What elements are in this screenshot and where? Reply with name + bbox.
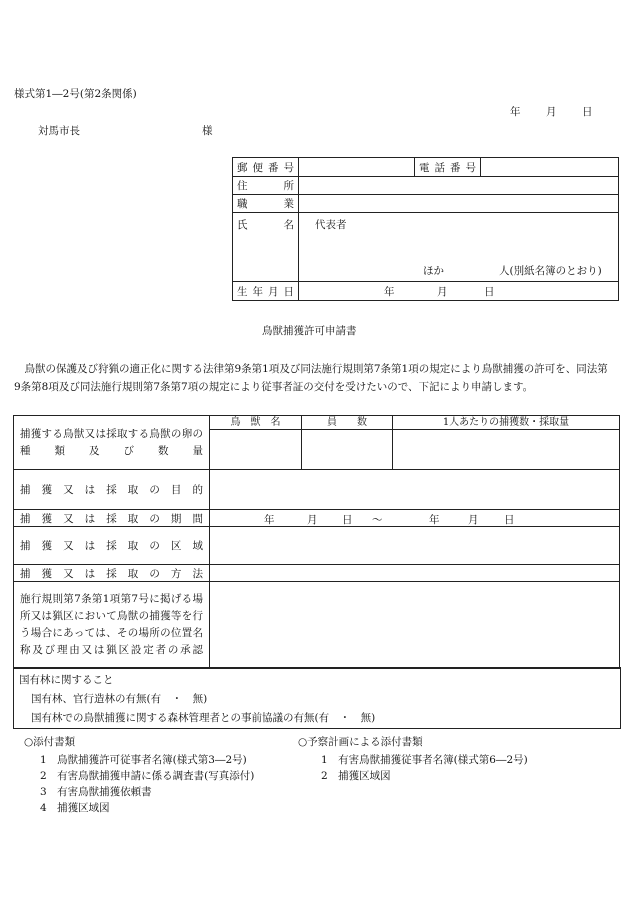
birthdate-label: 生年月日 bbox=[237, 285, 294, 298]
birthdate-field[interactable] bbox=[299, 282, 619, 301]
count-col-header: 員 数 bbox=[302, 416, 393, 430]
national-forest-heading: 国有林に関すること bbox=[19, 674, 114, 686]
national-forest-line1: 国有林、官行造林の有無(有 ・ 無) bbox=[31, 693, 208, 705]
national-forest-box bbox=[13, 667, 621, 729]
purpose-label: 捕獲又は採取の目的 bbox=[20, 484, 203, 496]
per-person-field[interactable] bbox=[393, 430, 620, 470]
birth-day: 日 bbox=[484, 286, 495, 298]
date-year: 年 bbox=[510, 106, 521, 118]
period-start-day: 日 bbox=[342, 514, 353, 526]
period-start-year: 年 bbox=[264, 514, 275, 526]
date-month: 月 bbox=[546, 106, 557, 118]
name-label: 氏 名 bbox=[237, 219, 294, 231]
national-forest-line2: 国有林での鳥獣捕獲に関する森林管理者との事前協議の有無(有 ・ 無) bbox=[31, 712, 376, 724]
period-label: 捕獲又は採取の期間 bbox=[20, 512, 203, 525]
rule-label: 施行規則第7条第1項第7号に掲げる場所又は猟区において鳥獣の捕獲等を行う場合にあっては、その場所の位置名称及び理由又は猟区設定者の承認 bbox=[20, 593, 203, 656]
applicant-table bbox=[232, 157, 619, 301]
forecast-attachment-item: 2 捕獲区域図 bbox=[321, 770, 391, 782]
birth-month: 月 bbox=[437, 286, 448, 298]
occupation-field[interactable] bbox=[299, 195, 619, 213]
representative-label: 代表者 bbox=[315, 219, 347, 231]
attachment-item: 2 有害鳥獣捕獲申請に係る調査書(写真添付) bbox=[40, 770, 255, 782]
period-end-month: 月 bbox=[468, 514, 479, 526]
addressee-name: 対馬市長 bbox=[38, 125, 80, 137]
postal-code-field[interactable] bbox=[299, 158, 415, 177]
method-label: 捕獲又は採取の方法 bbox=[20, 567, 203, 580]
period-end-year: 年 bbox=[429, 514, 440, 526]
address-label: 住 所 bbox=[237, 180, 294, 192]
form-number: 様式第1―2号(第2条関係) bbox=[14, 88, 137, 100]
rule-field[interactable] bbox=[210, 582, 620, 669]
species-row-label: 捕獲する鳥獣又は採取する鳥獣の卵の種類及び数量 bbox=[20, 427, 203, 457]
main-table bbox=[13, 415, 620, 669]
address-field[interactable] bbox=[299, 177, 619, 195]
name-field[interactable] bbox=[299, 213, 619, 282]
phone-label: 電話番号 bbox=[419, 161, 476, 174]
occupation-label: 職 業 bbox=[237, 198, 294, 210]
others-label: ほか bbox=[423, 265, 444, 277]
forecast-attachment-item: 1 有害鳥獣捕獲従事者名簿(様式第6―2号) bbox=[321, 754, 528, 766]
persons-note: 人(別紙名簿のとおり) bbox=[499, 265, 602, 277]
species-field[interactable] bbox=[210, 430, 302, 470]
period-field[interactable] bbox=[210, 510, 620, 527]
species-col-header: 鳥 獣 名 bbox=[210, 416, 302, 430]
phone-field[interactable] bbox=[481, 158, 619, 177]
attachment-item: 4 捕獲区域図 bbox=[40, 802, 110, 814]
attachments-heading: ○添付書類 bbox=[24, 736, 76, 748]
period-end-day: 日 bbox=[504, 514, 515, 526]
forecast-attachments-heading: ○予察計画による添付書類 bbox=[298, 736, 423, 748]
count-field[interactable] bbox=[302, 430, 393, 470]
period-tilde: ～ bbox=[372, 514, 383, 526]
addressee-honorific: 様 bbox=[202, 125, 213, 137]
area-label: 捕獲又は採取の区域 bbox=[20, 540, 203, 552]
purpose-field[interactable] bbox=[210, 470, 620, 510]
birth-year: 年 bbox=[384, 286, 395, 298]
method-field[interactable] bbox=[210, 565, 620, 582]
date-day: 日 bbox=[582, 106, 593, 118]
document-title: 鳥獣捕獲許可申請書 bbox=[262, 325, 357, 337]
period-start-month: 月 bbox=[307, 514, 318, 526]
intro-paragraph: 鳥獣の保護及び狩猟の適正化に関する法律第9条第1項及び同法施行規則第7条第1項の規定により鳥獣捕獲の許可を、同法第9条第8項及び同法施行規則第7条第7項の規定により従事者証の交付を受けたいので、下記により申請します。 bbox=[14, 363, 608, 393]
attachment-item: 1 鳥獣捕獲許可従事者名簿(様式第3―2号) bbox=[40, 754, 247, 766]
attachment-item: 3 有害鳥獣捕獲依頼書 bbox=[40, 786, 152, 798]
per-person-col-header: 1人あたりの捕獲数・採取量 bbox=[393, 416, 620, 430]
area-field[interactable] bbox=[210, 527, 620, 565]
postal-code-label: 郵便番号 bbox=[237, 161, 294, 174]
